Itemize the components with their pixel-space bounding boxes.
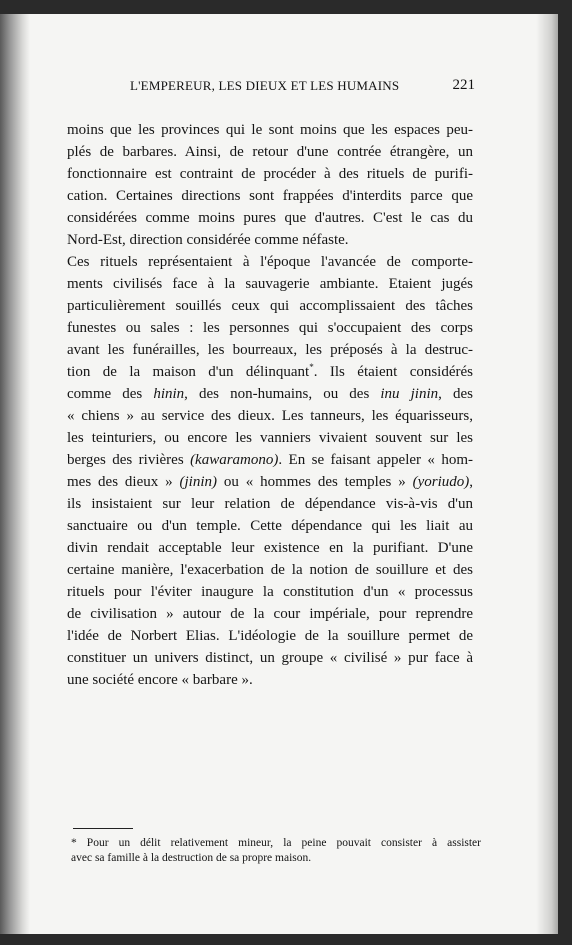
body-line: tion de la maison d'un délinquant*. Ils étaient considérés: [67, 362, 473, 380]
body-line: avant les funérailles, les bourreaux, les préposés à la destruc-: [67, 342, 473, 358]
footnote-rule: [73, 828, 133, 829]
body-line: considérées comme moins pures que d'autres. C'est le cas du: [67, 210, 473, 226]
body-text: [67, 119, 473, 691]
body-line: Nord-Est, direction considérée comme néfaste.: [67, 232, 349, 248]
body-line: Ces rituels représentaient à l'époque l'avancée de comporte-: [67, 254, 473, 270]
footnote-line: avec sa famille à la destruction de sa propre maison.: [71, 852, 312, 864]
body-line: certaine manière, l'exacerbation de la notion de souillure et des: [67, 562, 473, 578]
body-line: plés de barbares. Ainsi, de retour d'une contrée étrangère, un: [67, 144, 473, 160]
body-line: sanctuaire ou d'un temple. Cette dépendance qui les liait au: [67, 518, 473, 534]
book-page: [0, 14, 558, 934]
body-line: cation. Certaines directions sont frappées d'interdits parce que: [67, 188, 473, 204]
page-header: [130, 78, 475, 96]
body-line: berges des rivières (kawaramono). En se faisant appeler « hom-: [67, 452, 473, 468]
body-line: « chiens » au service des dieux. Les tanneurs, les équarisseurs,: [67, 408, 473, 424]
running-head: L'EMPEREUR, LES DIEUX ET LES HUMAINS: [130, 78, 400, 93]
body-line: divin rendait acceptable leur existence en la purifiant. D'une: [67, 540, 473, 556]
footnote: [71, 836, 481, 866]
body-line: une société encore « barbare ».: [67, 672, 253, 688]
page-number: 221: [452, 77, 475, 93]
body-line: moins que les provinces qui le sont moins que les espaces peu-: [67, 122, 473, 138]
body-line: comme des hinin, des non-humains, ou des inu jinin, des: [67, 386, 473, 402]
body-line: rituels pour l'éviter inaugure la constitution d'un « processus: [67, 584, 473, 600]
body-line: constituer un univers distinct, un groupe « civilisé » pur face à: [67, 650, 473, 666]
body-line: particulièrement souillés ceux qui accomplissaient des tâches: [67, 298, 473, 314]
body-line: de civilisation » autour de la cour impériale, pour reprendre: [67, 606, 473, 622]
page-edge: [536, 14, 558, 934]
body-line: fonctionnaire est contraint de procéder à des rituels de purifi-: [67, 166, 473, 182]
footnote-line: * Pour un délit relativement mineur, la peine pouvait consister à assister: [71, 837, 481, 849]
body-line: ments civilisés face à la sauvagerie ambiante. Etaient jugés: [67, 276, 473, 292]
body-line: mes des dieux » (jinin) ou « hommes des temples » (yoriudo),: [67, 474, 473, 490]
body-line: ils insistaient sur leur relation de dépendance vis-à-vis d'un: [67, 496, 473, 512]
body-line: funestes ou sales : les personnes qui s'occupaient des corps: [67, 320, 473, 336]
binding-shadow: [0, 14, 30, 934]
body-line: l'idée de Norbert Elias. L'idéologie de la souillure permet de: [67, 628, 473, 644]
body-line: les teinturiers, ou encore les vanniers vivaient souvent sur les: [67, 430, 473, 446]
